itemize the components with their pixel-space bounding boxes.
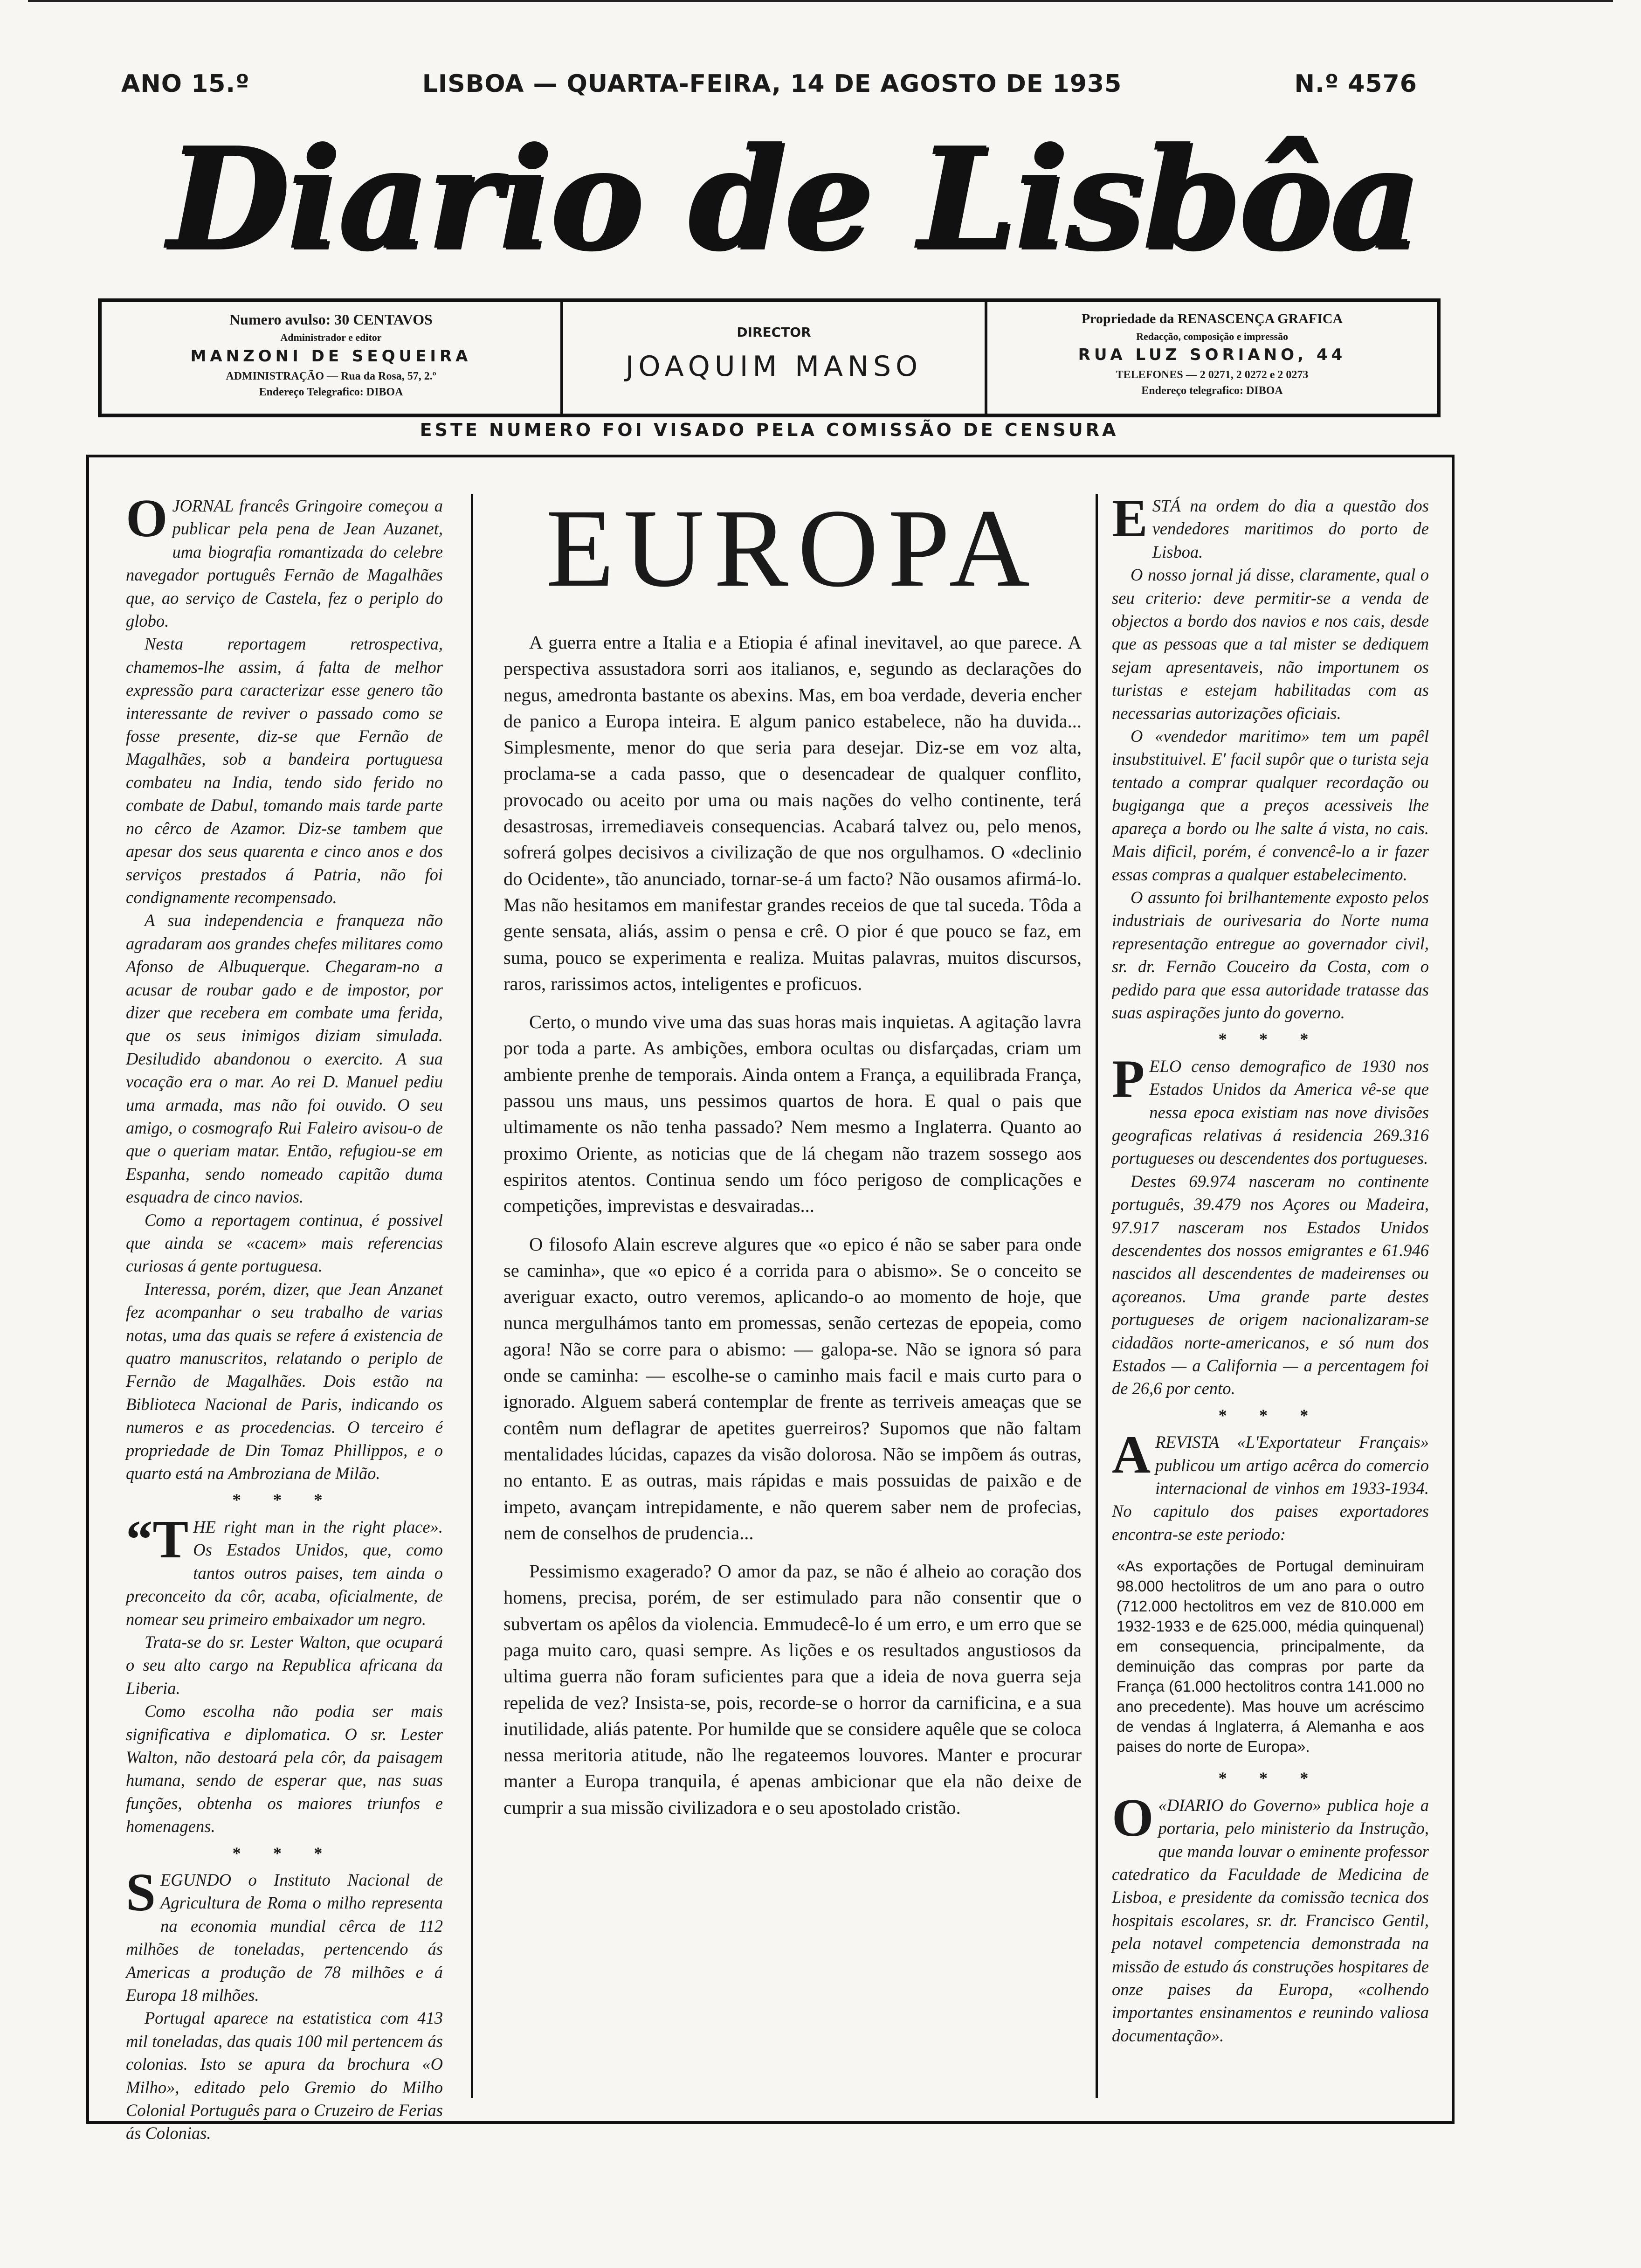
- article-right-man: [126, 1509, 443, 1838]
- info-middle: [563, 302, 987, 414]
- masthead-info-box: [98, 298, 1441, 417]
- right-column: [1112, 489, 1429, 2101]
- drop-cap: A: [1112, 1425, 1151, 1485]
- director-label: DIRECTOR: [737, 325, 811, 340]
- section-divider: * * *: [1218, 1769, 1323, 1788]
- street-line: RUA LUZ SORIANO, 44: [1078, 346, 1346, 365]
- article-vendedores: [1112, 489, 1429, 1024]
- masthead-title: Diario de Lisbôa: [166, 116, 1419, 281]
- article-text: STÁ na ordem do dia a questão dos vendedores maritimos do porto de Lisboa.: [1152, 496, 1429, 561]
- article-paragraph: O nosso jornal já disse, claramente, qual o seu criterio: deve permitir-se a venda de objectos a bordo dos navios e nos cais, desde que as pessoas que a tal mister se dediquem sejam apresentaveis, não importunem os turistas e estejam habilitadas com as necessarias autorizações oficiais.: [1112, 565, 1429, 723]
- drop-cap: O: [1112, 1788, 1154, 1847]
- editorial-paragraph: Certo, o mundo vive uma das suas horas mais inquietas. A agitação lavra por toda a parte. As ambições, embora ocultas ou disfarçadas, criam um ambiente prenhe de temporais. Ainda ontem a França, a equilibrada França, passou uns maus, uns pessimos quartos de hora. E qual o pais que ultimamente os não tenha passado? Nem mesmo a Inglaterra. Quanto ao proximo Oriente, as noticias que de lá chegam não trazem sossego aos espiritos atentos. Continua sendo um fóco perigoso de complicações e competições, imprevistas e desvairadas...: [503, 1011, 1082, 1217]
- article-censo: [1112, 1049, 1429, 1400]
- section-divider: * * *: [1218, 1405, 1323, 1425]
- wine-export-quote: «As exportações de Portugal deminuiram 98.000 hectolitros de um ano para o outro (712.000 hectolitros em vez de 810.000 em 1932-1933 e de 625.000, média quinquenal) em consequencia, principalmente, da deminuição das compras por parte da França (61.000 hectolitros contra 141.000 no ano precedente). Mas houve um acréscimo de vendas á Inglaterra, á Alemanha e aos paises do norte de Europa».: [1117, 1557, 1424, 1756]
- owner-line: Propriedade da RENASCENÇA GRAFICA: [1081, 311, 1343, 326]
- article-paragraph: A sua independencia e franqueza não agradaram aos grandes chefes militares como Afonso de Albuquerque. Chegaram-no a acusar de roubar gado e de impostor, por dizer que recebera em combate uma ferida, que os seus inimigos diziam simulada. Desiludido abandonou o exercito. A sua vocação era o mar. Ao rei D. Manuel pediu uma armada, mas não foi ouvido. O seu amigo, o cosmografo Rui Faleiro avisou-o de que o queriam matar. Então, refugiou-se em Espanha, sendo nomeado capitão duma esquadra de cinco navios.: [126, 911, 443, 1207]
- issue-number: N.º 4576: [1294, 70, 1417, 98]
- article-paragraph: Destes 69.974 nasceram no continente português, 39.479 nos Açores ou Madeira, 97.917 nasceram nos Estados Unidos descendentes dos nossos emigrantes e 61.946 nascidos all descendentes de madeirenses ou açoreanos. Uma grande parte destes portugueses de origem nacionalizaram-se cidadãos norte-americanos, e só num dos Estados — a California — a percentagem foi de 26,6 por cento.: [1112, 1171, 1429, 1398]
- year-label: ANO 15.º: [121, 70, 250, 98]
- admin-address: ADMINISTRAÇÃO — Rua da Rosa, 57, 2.º: [226, 370, 436, 382]
- article-paragraph: O «vendedor maritimo» tem um papêl insubstituivel. E' facil supôr que o turista seja tentado a comprar qualquer recordação ou bugiganga que a preços acessiveis lhe apareça a bordo ou lhe salte á vista, no cais. Mais dificil, porém, é convencê-lo a ir fazer essas compras a qualquer estabelecimento.: [1112, 726, 1429, 884]
- admin-name: MANZONI DE SEQUEIRA: [190, 347, 472, 366]
- article-paragraph: O assunto foi brilhantemente exposto pelos industriais de ourivesaria do Norte numa representação entregue ao governador civil, sr. dr. Fernão Couceiro da Costa, com o pedido para que essa autoridade tratasse das suas aspirações junto do governo.: [1112, 887, 1429, 1022]
- section-divider: * * *: [1218, 1030, 1323, 1049]
- info-left: [102, 302, 563, 414]
- article-milho: [126, 1862, 443, 2145]
- column-rule-left: [471, 494, 473, 2098]
- drop-cap: “T: [126, 1509, 189, 1569]
- drop-cap: S: [126, 1862, 156, 1922]
- dateline-bar: [121, 70, 1417, 98]
- article-text: EGUNDO o Instituto Nacional de Agricultura de Roma o milho representa na economia mundial cêrca de 112 milhões de toneladas, pertencendo ás Americas a produção de 78 milhões e á Europa 18 milhões.: [126, 1870, 443, 2005]
- article-text: «DIARIO do Governo» publica hoje a portaria, pelo ministerio da Instrução, que manda louvar o eminente professor catedratico da Faculdade de Medicina de Lisboa, e presidente da comissão tecnica dos hospitais escolares, sr. dr. Francisco Gentil, pela notavel competencia demonstrada na missão de estudo ás construções hospitares de onze paises da Europa, «colhendo importantes ensinamentos e reunindo valiosa documentação».: [1112, 1795, 1429, 2045]
- director-name: JOAQUIM MANSO: [625, 350, 923, 383]
- article-text: ELO censo demografico de 1930 nos Estados Unidos da America vê-se que nessa epoca existiam nas nove divisões geograficas relativas á residencia 269.316 portugueses ou descendentes dos portugueses.: [1112, 1056, 1429, 1168]
- section-divider: * * *: [232, 1843, 337, 1863]
- right-telegraph: Endereço telegrafico: DIBOA: [1141, 385, 1283, 397]
- admin-label: Administrador e editor: [280, 332, 382, 344]
- phones-line: TELEFONES — 2 0271, 2 0272 e 2 0273: [1116, 368, 1309, 381]
- drop-cap: O: [126, 489, 168, 548]
- editorial-paragraph: Pessimismo exagerado? O amor da paz, se não é alheio ao coração dos homens, precisa, porém, de ser estimulado para não consentir que o subvertam os apêlos da violencia. Emmudecê-lo é um erro, e um erro que se paga muito caro, quasi sempre. As lições e os resultados angustiosos da ultima guerra não foram suficientes para que a ideia de nova guerra seja repelida de vez? Insista-se, pois, recorde-se o horror da carnificina, e a sua inutilidade, aliás patente. Por humilde que se considere aquêle que se coloca nessa meritoria atitude, não lhe regateemos louvores. Manter e procurar manter a Europa tranquila, é apenas ambicionar que ela não deixe de cumprir a sua missão civilizadora e o seu apostolado cristão.: [503, 1561, 1082, 1818]
- article-gringoire: [126, 489, 443, 1485]
- article-text: JORNAL francês Gringoire começou a publicar pela pena de Jean Auzanet, uma biografia romantizada do celebre navegador português Fernão de Magalhães que, ao serviço de Castela, fez o periplo do globo.: [126, 496, 443, 631]
- article-paragraph: Interessa, porém, dizer, que Jean Anzanet fez acompanhar o seu trabalho de varias notas, uma das quais se refere á existencia de quatro manuscritos, relatando o periplo de Fernão de Magalhães. Dois estão na Biblioteca Nacional de Paris, indicando os numeros e as procedencias. O terceiro é propriedade de Din Tomaz Phillippos, e o quarto está na Ambroziana de Milão.: [126, 1279, 443, 1483]
- censorship-note: ESTE NUMERO FOI VISADO PELA COMISSÃO DE CENSURA: [420, 420, 1119, 440]
- article-text: REVISTA «L'Exportateur Français» publicou um artigo acêrca do comercio internacional de vinhos em 1933-1934. No capitulo dos paises exportadores encontra-se este periodo:: [1112, 1432, 1429, 1544]
- editorial-paragraph: O filosofo Alain escreve algures que «o epico é não se saber para onde se caminha», que «o epico é a corrida para o abismo». Se o conceito se averiguar exacto, outro veremos, aplicando-o ao momento de hoje, que nunca mergulhámos tanto em promessas, senão certezas de epopeia, como agora! Não se corre para o abismo: — galopa-se. Não se ignora só para onde se caminha: — escolhe-se o caminho mais facil e mais curto para o ignorado. Alguem saberá contemplar de frente as terriveis ameaças que se contêm num deflagrar de apetites guerreiros? Supomos que não faltam mentalidades lúcidas, capazes da visão dolorosa. Não se impõem ás outras, no entanto. E as outras, mais rápidas e mais possuidas de paixão e de impeto, avançam intrepidamente, e não querem saber nem de profecias, nem de conselhos de prudencia...: [503, 1233, 1082, 1543]
- left-column: [126, 489, 443, 2143]
- article-paragraph: Como a reportagem continua, é possivel que ainda se «cacem» mais referencias curiosas á gente portuguesa.: [126, 1210, 443, 1276]
- drop-cap: P: [1112, 1049, 1145, 1108]
- redacao-line: Redacção, composição e impressão: [1136, 330, 1288, 342]
- column-rule-right: [1096, 494, 1098, 2098]
- article-paragraph: Como escolha não podia ser mais significativa e diplomatica. O sr. Lester Walton, não destoará pela côr, da paisagem humana, sendo de esperar que, nas suas funções, obtenha os maiores triunfos e homenagens.: [126, 1701, 443, 1836]
- article-paragraph: Portugal aparece na estatistica com 413 mil toneladas, das quais 100 mil pertencem ás colonias. Isto se apura da brochura «O Milho», editado pelo Gremio do Milho Colonial Português para o Cruzeiro de Ferias ás Colonias.: [126, 2008, 443, 2143]
- editorial-headline: EUROPA: [545, 486, 1040, 610]
- admin-telegraph: Endereço Telegrafico: DIBOA: [259, 386, 403, 399]
- info-right: [987, 302, 1437, 414]
- top-rule: [28, 0, 1613, 5]
- article-text: HE right man in the right place». Os Estados Unidos, que, como tantos outros paises, tem ainda o preconceito da côr, acaba, oficialmente, de nomear seu primeiro embaixador um negro.: [126, 1517, 443, 1629]
- article-paragraph: Trata-se do sr. Lester Walton, que ocupará o seu alto cargo na Republica africana da Liberia.: [126, 1632, 443, 1698]
- article-diario-governo: [1112, 1788, 1429, 2047]
- center-column: [503, 486, 1082, 2101]
- drop-cap: E: [1112, 489, 1148, 548]
- section-divider: * * *: [232, 1490, 337, 1510]
- article-exportateur: [1112, 1425, 1429, 1756]
- price-line: Numero avulso: 30 CENTAVOS: [229, 311, 433, 328]
- editorial-paragraph: A guerra entre a Italia e a Etiopia é afinal inevitavel, ao que parece. A perspectiva assustadora sorri aos italianos, e, segundo as declarações do negus, amedronta bastante os abexins. Mas, em boa verdade, deveria encher de panico a Europa inteira. E algum panico estabelece, não ha duvida... Simplesmente, menor do que seria para desejar. Diz-se em voz alta, proclama-se a cada passo, que o desencadear de qualquer conflito, provocado ou aceito por uma ou mais nações do velho continente, terá desastrosas, irremediaveis consequencias. Acabará talvez ou, pelo menos, sofrerá golpes decisivos a civilização de que nos orgulhamos. O «declinio do Ocidente», tão anunciado, tornar-se-á um facto? Não ousamos afirmá-lo. Mas não hesitamos em manifestar grandes receios de que tal suceda. Tôda a gente sensata, aliás, assim o pensa e crê. O pior é que pouco se faz, em suma, pouco se experimenta e realiza. Muitas palavras, muitos discursos, raros, rarissimos actos, inteligentes e proficuos.: [503, 632, 1082, 994]
- date-label: LISBOA — QUARTA-FEIRA, 14 DE AGOSTO DE 1935: [422, 70, 1122, 98]
- article-paragraph: Nesta reportagem retrospectiva, chamemos-lhe assim, á falta de melhor expressão para caracterizar esse genero tão interessante de reviver o passado como se fosse presente, diz-se que Fernão de Magalhães, sob a bandeira portuguesa combateu na India, tendo sido ferido no combate de Dabul, tomando mais tarde parte no cêrco de Azamor. Diz-se tambem que apesar dos seus quarenta e cinco anos e dos serviços prestados á Patria, não foi condignamente recompensado.: [126, 634, 443, 907]
